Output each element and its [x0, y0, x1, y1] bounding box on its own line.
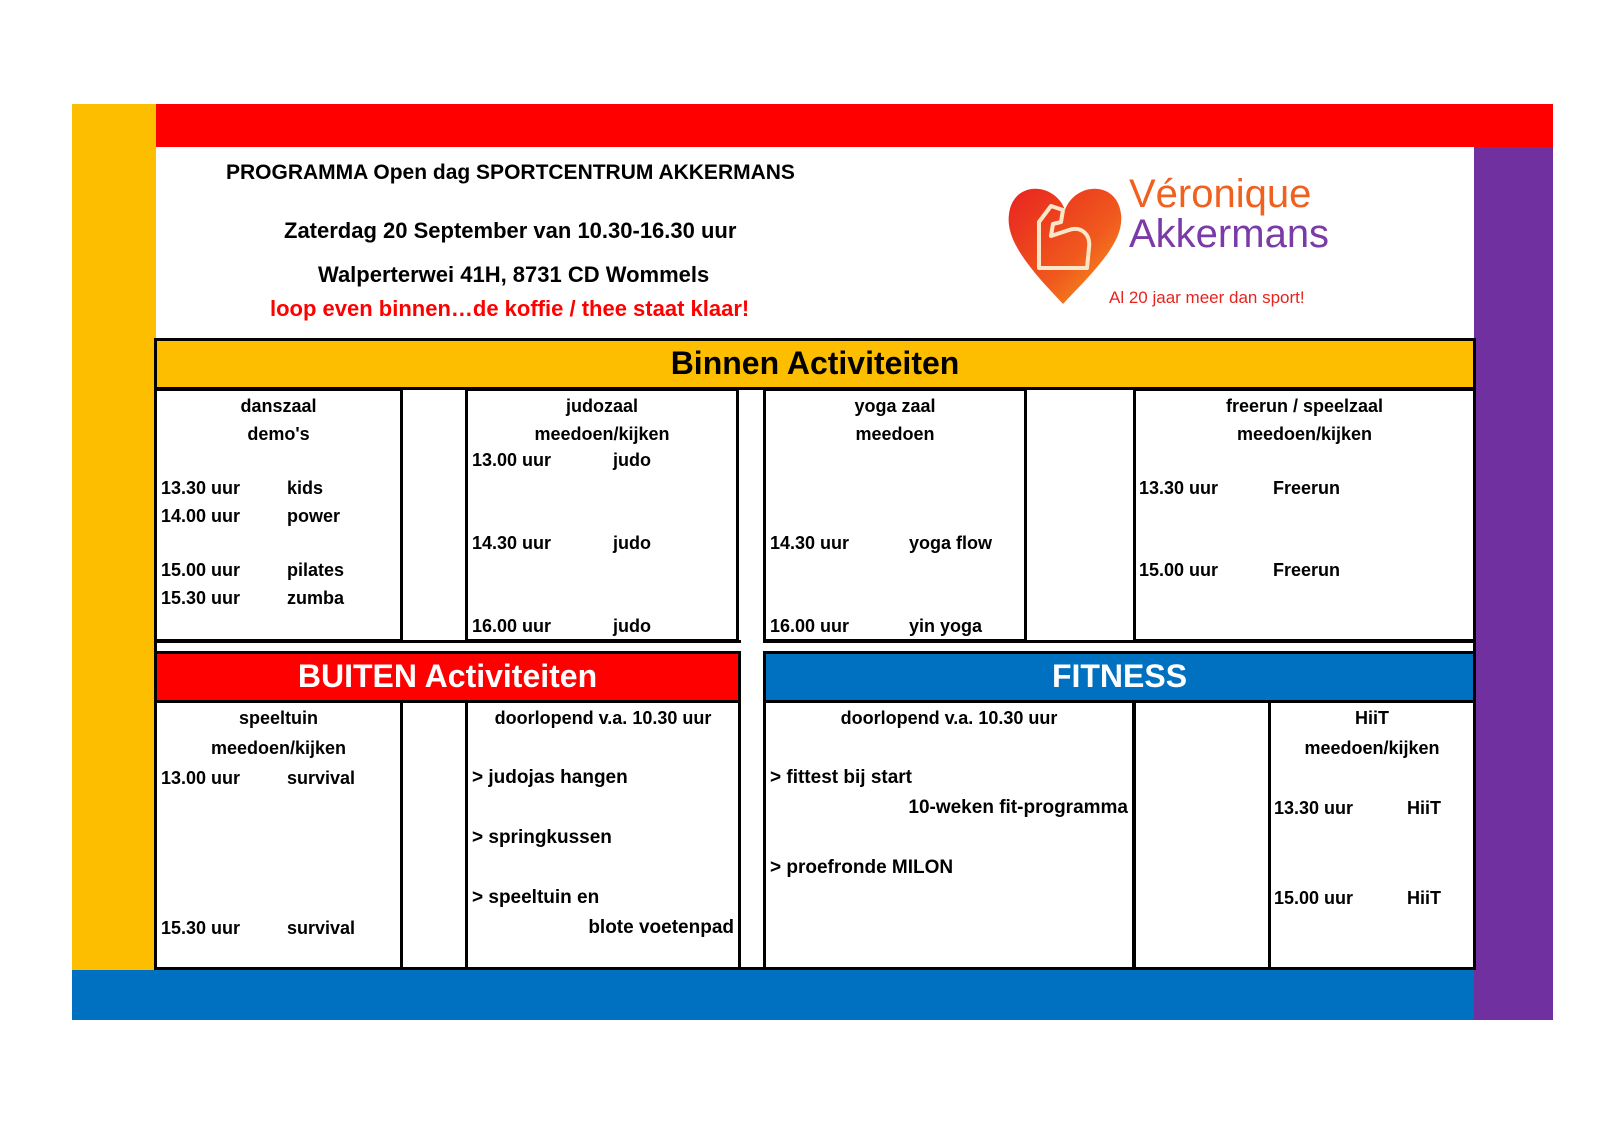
list-item: > judojas hangen	[472, 767, 628, 788]
time-cell: 16.00 uur	[472, 616, 552, 636]
time-cell: 15.30 uur	[161, 588, 241, 608]
activity-cell: power	[287, 506, 341, 526]
freerun-panel	[1133, 388, 1476, 642]
activity-cell: judo	[613, 616, 651, 636]
brand-logo	[1005, 172, 1355, 312]
list-item: > proefronde MILON	[770, 857, 954, 878]
frame-left-yellow	[72, 104, 156, 1020]
activity-cell: survival	[287, 768, 356, 788]
judozaal-name: judozaal	[565, 396, 638, 416]
fitness-header	[763, 651, 1476, 703]
hiit-sub: meedoen/kijken	[1304, 738, 1440, 758]
activity-cell: Freerun	[1273, 478, 1341, 498]
yoga-panel	[763, 388, 1027, 642]
time-cell: 14.30 uur	[472, 533, 552, 553]
time-cell: 15.30 uur	[161, 918, 241, 938]
activity-cell: judo	[613, 450, 651, 470]
judozaal-panel	[465, 388, 739, 642]
speeltuin-panel	[154, 700, 403, 970]
freerun-sub: meedoen/kijken	[1236, 424, 1373, 444]
freerun-name: freerun / speelzaal	[1225, 396, 1384, 416]
hiit-panel	[1268, 700, 1476, 970]
frame-top-red	[156, 104, 1553, 147]
activity-cell: judo	[613, 533, 651, 553]
time-cell: 16.00 uur	[770, 616, 850, 636]
buiten-header	[154, 651, 741, 703]
judozaal-sub: meedoen/kijken	[534, 424, 670, 444]
binnen-title: Binnen Activiteiten	[670, 345, 960, 381]
binnen-header	[154, 338, 1476, 390]
danszaal-sub: demo's	[247, 424, 310, 444]
buiten-doorlopend-panel	[465, 700, 741, 970]
buiten-doorlopend-heading: doorlopend v.a. 10.30 uur	[494, 708, 712, 728]
logo-name-first: Véronique	[1129, 172, 1312, 216]
buiten-title: BUITEN Activiteiten	[297, 658, 598, 694]
danszaal-panel	[154, 388, 403, 642]
time-cell: 13.30 uur	[161, 478, 241, 498]
activity-cell: Freerun	[1273, 560, 1341, 580]
time-cell: 13.30 uur	[1274, 798, 1354, 818]
grid-line	[154, 338, 157, 970]
hiit-name: HiiT	[1355, 708, 1389, 728]
logo-name-last: Akkermans	[1129, 212, 1330, 256]
activity-cell: HiiT	[1407, 798, 1441, 818]
speeltuin-sub: meedoen/kijken	[210, 738, 347, 758]
time-cell: 14.00 uur	[161, 506, 241, 526]
time-cell: 14.30 uur	[770, 533, 850, 553]
yoga-name: yoga zaal	[854, 396, 936, 416]
time-cell: 15.00 uur	[1139, 560, 1219, 580]
grid-line	[1473, 338, 1476, 970]
fitness-title: FITNESS	[1051, 658, 1188, 694]
frame-bottom-blue	[72, 970, 1474, 1020]
fitness-doorlopend-panel	[763, 700, 1135, 970]
event-date: Zaterdag 20 September van 10.30-16.30 uur	[284, 218, 737, 243]
list-item: > springkussen	[472, 827, 612, 848]
speeltuin-name: speeltuin	[238, 708, 318, 728]
activity-cell: HiiT	[1407, 888, 1441, 908]
grid-line	[1133, 700, 1136, 970]
grid-line	[763, 640, 1476, 643]
time-cell: 13.00 uur	[161, 768, 241, 788]
activity-cell: zumba	[287, 588, 345, 608]
frame-right-purple	[1474, 147, 1553, 1020]
activity-cell: survival	[287, 918, 356, 938]
yoga-sub: meedoen	[855, 424, 935, 444]
list-item: > speeltuin en	[472, 887, 600, 908]
event-address: Walperterwei 41H, 8731 CD Wommels	[318, 262, 710, 287]
activity-cell: kids	[287, 478, 324, 498]
list-item: blote voetenpad	[588, 917, 734, 938]
list-item: > fittest bij start	[770, 767, 912, 788]
activity-cell: yoga flow	[909, 533, 993, 553]
list-item: 10-weken fit-programma	[908, 797, 1128, 818]
time-cell: 15.00 uur	[161, 560, 241, 580]
grid-line	[154, 967, 1476, 970]
page-title: PROGRAMMA Open dag SPORTCENTRUM AKKERMANS	[226, 161, 795, 184]
logo-tagline: Al 20 jaar meer dan sport!	[1109, 288, 1305, 307]
time-cell: 13.30 uur	[1139, 478, 1219, 498]
activity-cell: pilates	[287, 560, 345, 580]
fitness-doorlopend-heading: doorlopend v.a. 10.30 uur	[840, 708, 1058, 728]
time-cell: 13.00 uur	[472, 450, 552, 470]
welcome-text: loop even binnen…de koffie / thee staat klaar!	[270, 296, 750, 321]
danszaal-name: danszaal	[240, 396, 317, 416]
activity-cell: yin yoga	[909, 616, 983, 636]
time-cell: 15.00 uur	[1274, 888, 1354, 908]
grid-line	[154, 640, 741, 643]
